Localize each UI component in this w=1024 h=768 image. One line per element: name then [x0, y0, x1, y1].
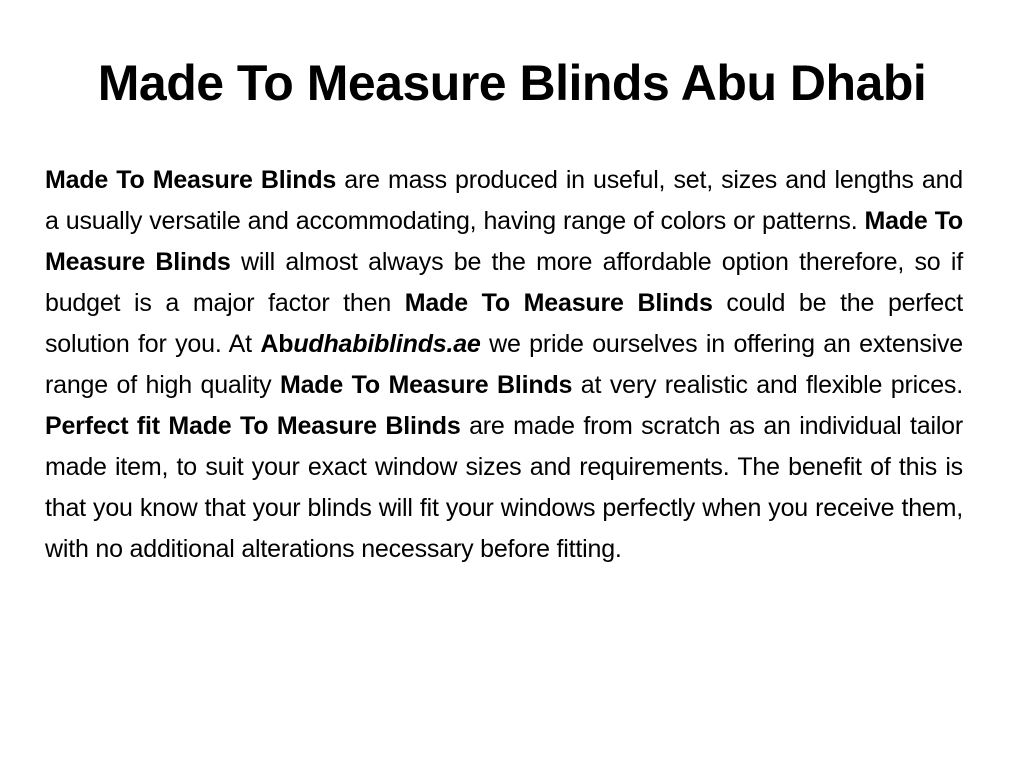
slide-title: Made To Measure Blinds Abu Dhabi	[97, 55, 927, 111]
bold-phrase: Made To Measure Blinds	[279, 371, 573, 399]
text-run: we pride ourselves in offering an extensive range of high quality	[45, 330, 963, 399]
website-name-domain: udhabiblinds.ae	[293, 330, 481, 358]
bold-phrase: Perfect fit Made To Measure Blinds	[45, 412, 461, 440]
bold-phrase: Made To Measure Blinds	[45, 166, 337, 194]
text-run: could be the perfect solution for you. At	[45, 289, 963, 358]
text-run: are made from scratch as an individual tailor made item, to suit your exact window sizes and requirements. The benefit of this is that you know that your blinds will fit your windows perfectly when you receive them, with no additional alterations necessary before fitting.	[45, 412, 964, 563]
bold-phrase: Made To Measure Blinds	[404, 289, 713, 317]
text-run: are mass produced in useful, set, sizes and lengths and a usually versatile and accommodating, having range of colors or patterns.	[45, 166, 963, 235]
website-name-prefix: Ab	[260, 330, 294, 358]
body-paragraph	[45, 160, 963, 570]
text-run: will almost always be the more affordable option therefore, so if budget is a major factor then	[45, 248, 963, 317]
bold-phrase: Made To Measure Blinds	[45, 207, 963, 276]
text-run: at very realistic and flexible prices.	[572, 371, 963, 399]
